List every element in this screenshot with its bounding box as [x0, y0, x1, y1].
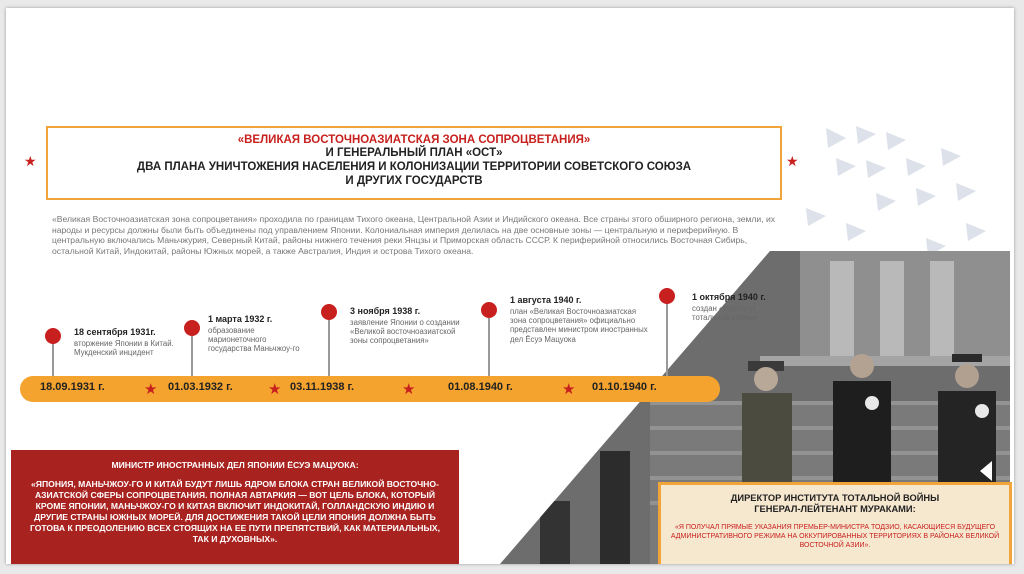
title-line-4: И ДРУГИХ ГОСУДАРСТВ: [345, 175, 483, 187]
timeline-date: 01.08.1940 г.: [448, 381, 513, 393]
event-description: план «Великая Восточноазиатская зона сопроцветания» официально представлен министром иностранных дел Ёсуэ Мацуока: [510, 307, 648, 344]
timeline-date: 18.09.1931 г.: [40, 381, 105, 393]
quote-text: «ЯПОНИЯ, МАНЬЧЖОУ-ГО И КИТАЙ БУДУТ ЛИШЬ ЯДРОМ БЛОКА СТРАН ВЕЛИКОЙ ВОСТОЧНО-АЗИАТСКОЙ СФЕРЫ СОПРОЦВЕТАНИЯ. ПОЛНАЯ АВТАРКИЯ — ВОТ ЦЕЛЬ БЛОКА, КОТОРЫЙ КРОМЕ ЯПОНИИ, МАНЬЧЖОУ-ГО И КИТАЯ ВКЛЮЧИТ ИНДОКИТАЙ, ГОЛЛАНДСКУЮ ИНДИЮ И ДРУГИЕ СТРАНЫ ЮЖНЫХ МОРЕЙ. ДЛЯ ДОСТИЖЕНИЯ ТАКОЙ ЦЕЛИ ЯПОНИЯ ДОЛЖНА БЫТЬ ГОТОВА К ПРЕОДОЛЕНИЮ ВСЕХ СТОЯЩИХ НА ЕЕ ПУТИ ПРЕПЯТСТВИЙ, КАК МАТЕРИАЛЬНЫХ, ТАК И ДУХОВНЫХ».: [29, 479, 441, 544]
star-icon: ★: [562, 381, 576, 398]
murakami-quote-box: [658, 482, 1012, 564]
event-description: вторжение Японии в Китай. Мукденский инцидент: [74, 339, 174, 358]
quote-heading: МИНИСТР ИНОСТРАННЫХ ДЕЛ ЯПОНИИ ЁСУЭ МАЦУОКА:: [111, 460, 359, 470]
title-box: [46, 126, 782, 200]
timeline-stem: [52, 344, 54, 376]
quote-text: «Я ПОЛУЧАЛ ПРЯМЫЕ УКАЗАНИЯ ПРЕМЬЕР-МИНИСТРА ТОДЗИО, КАСАЮЩИЕСЯ БУДУЩЕГО АДМИНИСТРАТИВНОГО РЕЖИМА НА ОККУПИРОВАННЫХ ТЕРРИТОРИЯХ В РАЙОНАХ ВЕЛИКОЙ ВОСТОЧНОЙ АЗИИ».: [670, 524, 1000, 549]
timeline-marker-3: [321, 304, 337, 320]
timeline-stem: [191, 336, 193, 376]
event-date: 1 августа 1940 г.: [510, 295, 582, 305]
timeline-stem: [328, 320, 330, 376]
star-icon: ★: [268, 381, 282, 398]
intro-paragraph: «Великая Восточноазиатская зона сопроцветания» проходила по границам Тихого океана, Центральной Азии и Индийского океана. Все страны этого обширного региона, земли, их народы и ресурсы должны были быть объединены под управлением Японии. Колониальная империя делилась на две основные зоны — центральную и периферийную. В центральную включались Маньчжурия, Северный Китай, районы нижнего течения реки Янцзы и Приморская область СССР. К периферийной относились Восточная Сибирь, остальной Китай, Индокитай, районы Южных морей, а также Австралия, Индия и острова Тихого океана.: [52, 214, 776, 256]
slide: [6, 8, 1014, 564]
star-icon: ★: [24, 153, 37, 169]
star-icon: ★: [402, 381, 416, 398]
timeline-marker-1: [45, 328, 61, 344]
timeline-stem: [666, 304, 668, 376]
title-line-3: ДВА ПЛАНА УНИЧТОЖЕНИЯ НАСЕЛЕНИЯ И КОЛОНИЗАЦИИ ТЕРРИТОРИИ СОВЕТСКОГО СОЮЗА: [136, 161, 692, 173]
event-description: создан «Институт тотальной войны»: [692, 304, 759, 323]
quote-subheading: ГЕНЕРАЛ-ЛЕЙТЕНАНТ МУРАКАМИ:: [754, 504, 916, 514]
event-date: 1 октября 1940 г.: [692, 292, 766, 302]
timeline-date: 01.10.1940 г.: [592, 381, 657, 393]
title-line-2: И ГЕНЕРАЛЬНЫЙ ПЛАН «ОСТ»: [325, 147, 503, 159]
timeline-stem: [488, 318, 490, 376]
event-description: образование марионеточного государства Маньчжоу-го: [208, 326, 300, 354]
timeline-marker-4: [481, 302, 497, 318]
timeline-marker-2: [184, 320, 200, 336]
event-date: 1 марта 1932 г.: [208, 314, 273, 324]
event-date: 18 сентября 1931г.: [74, 327, 156, 337]
timeline-date: 01.03.1932 г.: [168, 381, 233, 393]
event-description: заявление Японии о создании «Великой восточноазиатской зоны сопроцветания»: [350, 318, 460, 346]
star-icon: ★: [786, 153, 799, 169]
title-line-1: «ВЕЛИКАЯ ВОСТОЧНОАЗИАТСКАЯ ЗОНА СОПРОЦВЕТАНИЯ»: [237, 134, 591, 146]
quote-heading: ДИРЕКТОР ИНСТИТУТА ТОТАЛЬНОЙ ВОЙНЫ: [730, 493, 940, 503]
event-date: 3 ноября 1938 г.: [350, 306, 421, 316]
star-icon: ★: [144, 381, 158, 398]
timeline-marker-5: [659, 288, 675, 304]
matsuoka-quote-box: [11, 450, 459, 564]
timeline-date: 03.11.1938 г.: [290, 381, 355, 393]
